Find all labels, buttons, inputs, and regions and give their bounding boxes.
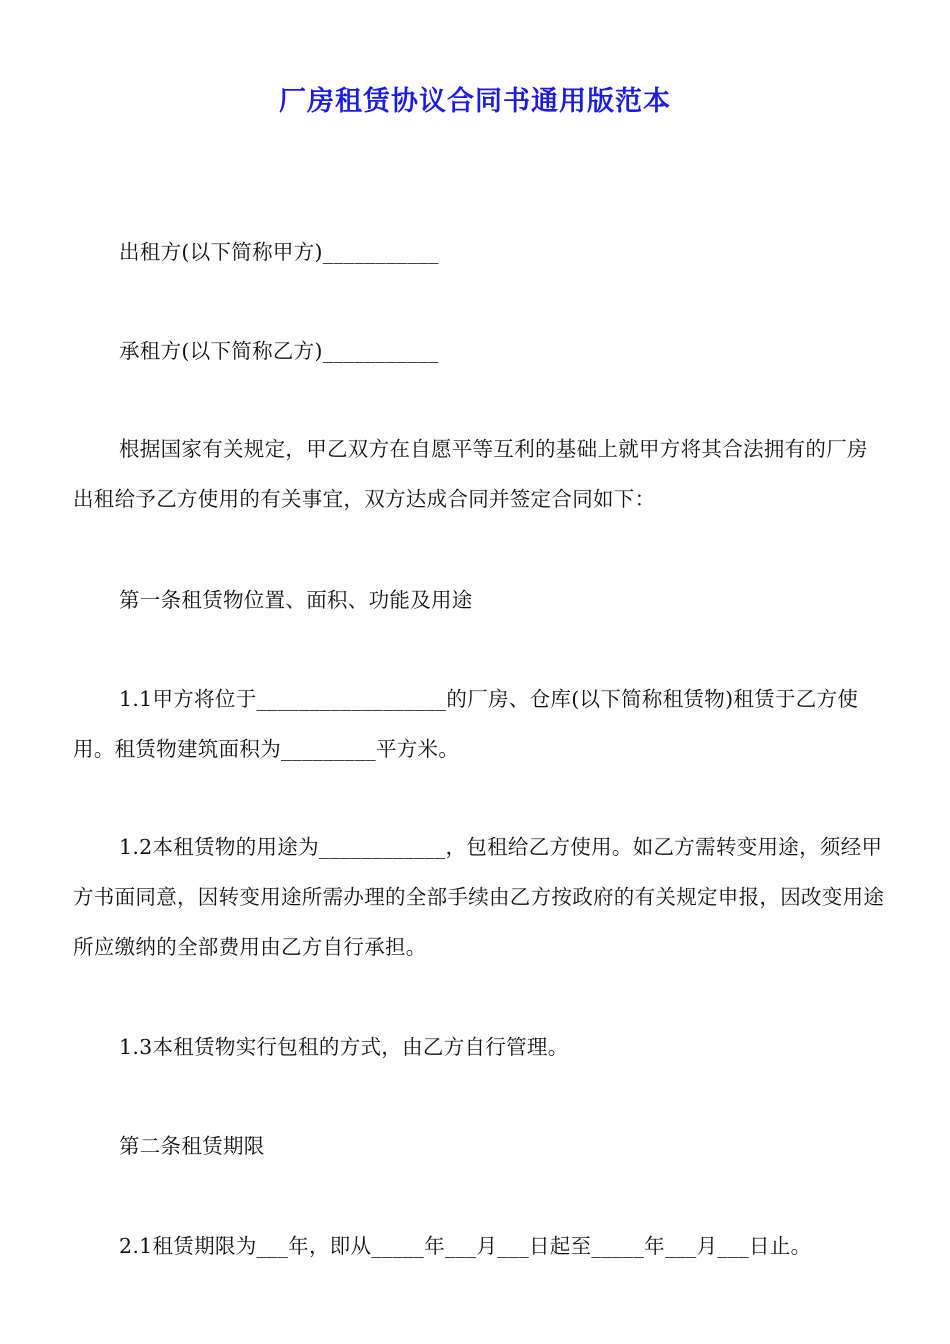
clause-2-1: 2.1租赁期限为___年，即从_____年___月___日起至_____年___月___日止。 bbox=[119, 1234, 812, 1258]
article-2-heading: 第二条租赁期限 bbox=[119, 1134, 265, 1158]
lessee-line: 承租方(以下简称乙方)___________ bbox=[119, 339, 439, 363]
preamble-paragraph: 根据国家有关规定，甲乙双方在自愿平等互利的基础上就甲方将其合法拥有的厂房出租给予乙方使用的有关事宜，双方达成合同并签定合同如下： bbox=[73, 437, 868, 511]
lessor-line: 出租方(以下简称甲方)___________ bbox=[119, 240, 439, 264]
clause-1-1: 1.1甲方将位于__________________的厂房、仓库(以下简称租赁物)租赁于乙方使用。租赁物建筑面积为_________平方米。 bbox=[73, 687, 859, 761]
clause-1-2: 1.2本租赁物的用途为____________，包租给乙方使用。如乙方需转变用途，须经甲方书面同意，因转变用途所需办理的全部手续由乙方按政府的有关规定申报，因改变用途所应缴纳的全部费用由乙方自行承担。 bbox=[73, 835, 885, 959]
document-title: 厂房租赁协议合同书通用版范本 bbox=[279, 86, 671, 117]
clause-1-3: 1.3本租赁物实行包租的方式，由乙方自行管理。 bbox=[119, 1035, 569, 1059]
article-1-heading: 第一条租赁物位置、面积、功能及用途 bbox=[119, 588, 473, 612]
